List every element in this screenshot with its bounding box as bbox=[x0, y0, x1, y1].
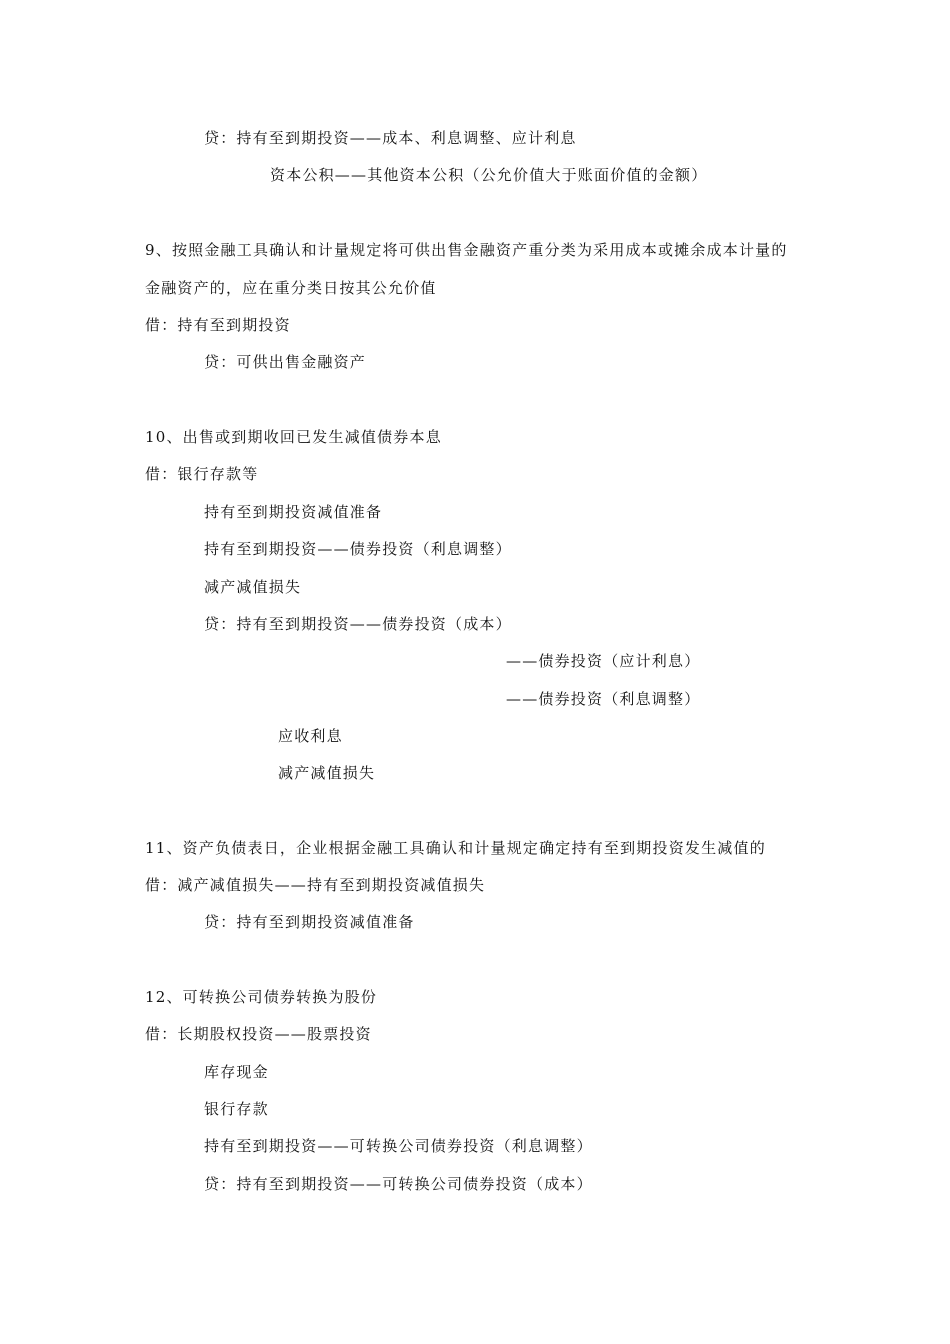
entry-12-debit-line: 库存现金 bbox=[204, 1063, 269, 1081]
entry-12-debit: 借：长期股权投资——股票投资 bbox=[145, 1025, 372, 1043]
entry-10-debit-line: 减产减值损失 bbox=[204, 578, 302, 596]
entry-9-credit: 贷：可供出售金融资产 bbox=[204, 353, 367, 371]
entry-12-debit-line: 持有至到期投资——可转换公司债券投资（利息调整） bbox=[204, 1137, 593, 1155]
entry-10-credit-line: ——债券投资（利息调整） bbox=[506, 690, 701, 708]
entry-10-debit-line: 持有至到期投资减值准备 bbox=[204, 503, 383, 521]
entry-10-debit-line: 持有至到期投资——债券投资（利息调整） bbox=[204, 540, 512, 558]
entry-11-credit: 贷：持有至到期投资减值准备 bbox=[204, 913, 415, 931]
entry-11-title: 11、资产负债表日，企业根据金融工具确认和计量规定确定持有至到期投资发生减值的 bbox=[145, 839, 766, 857]
entry-10-title: 10、出售或到期收回已发生减值债券本息 bbox=[145, 428, 442, 446]
entry-9-debit: 借：持有至到期投资 bbox=[145, 316, 291, 334]
entry-10-debit: 借：银行存款等 bbox=[145, 465, 259, 483]
entry-10-credit-line: 应收利息 bbox=[278, 727, 343, 745]
entry-12-title: 12、可转换公司债券转换为股份 bbox=[145, 988, 378, 1006]
entry-8-credit-line: 资本公积——其他资本公积（公允价值大于账面价值的金额） bbox=[270, 166, 708, 184]
entry-10-credit: 贷：持有至到期投资——债券投资（成本） bbox=[204, 615, 512, 633]
entry-9-title: 金融资产的，应在重分类日按其公允价值 bbox=[145, 279, 437, 297]
entry-10-credit-line: 减产减值损失 bbox=[278, 764, 376, 782]
entry-11-debit: 借：减产减值损失——持有至到期投资减值损失 bbox=[145, 876, 486, 894]
entry-12-credit: 贷：持有至到期投资——可转换公司债券投资（成本） bbox=[204, 1175, 593, 1193]
entry-10-credit-line: ——债券投资（应计利息） bbox=[506, 652, 701, 670]
entry-9-title: 9、按照金融工具确认和计量规定将可供出售金融资产重分类为采用成本或摊余成本计量的 bbox=[145, 241, 788, 259]
entry-8-credit-line: 贷：持有至到期投资——成本、利息调整、应计利息 bbox=[204, 129, 577, 147]
entry-12-debit-line: 银行存款 bbox=[204, 1100, 269, 1118]
